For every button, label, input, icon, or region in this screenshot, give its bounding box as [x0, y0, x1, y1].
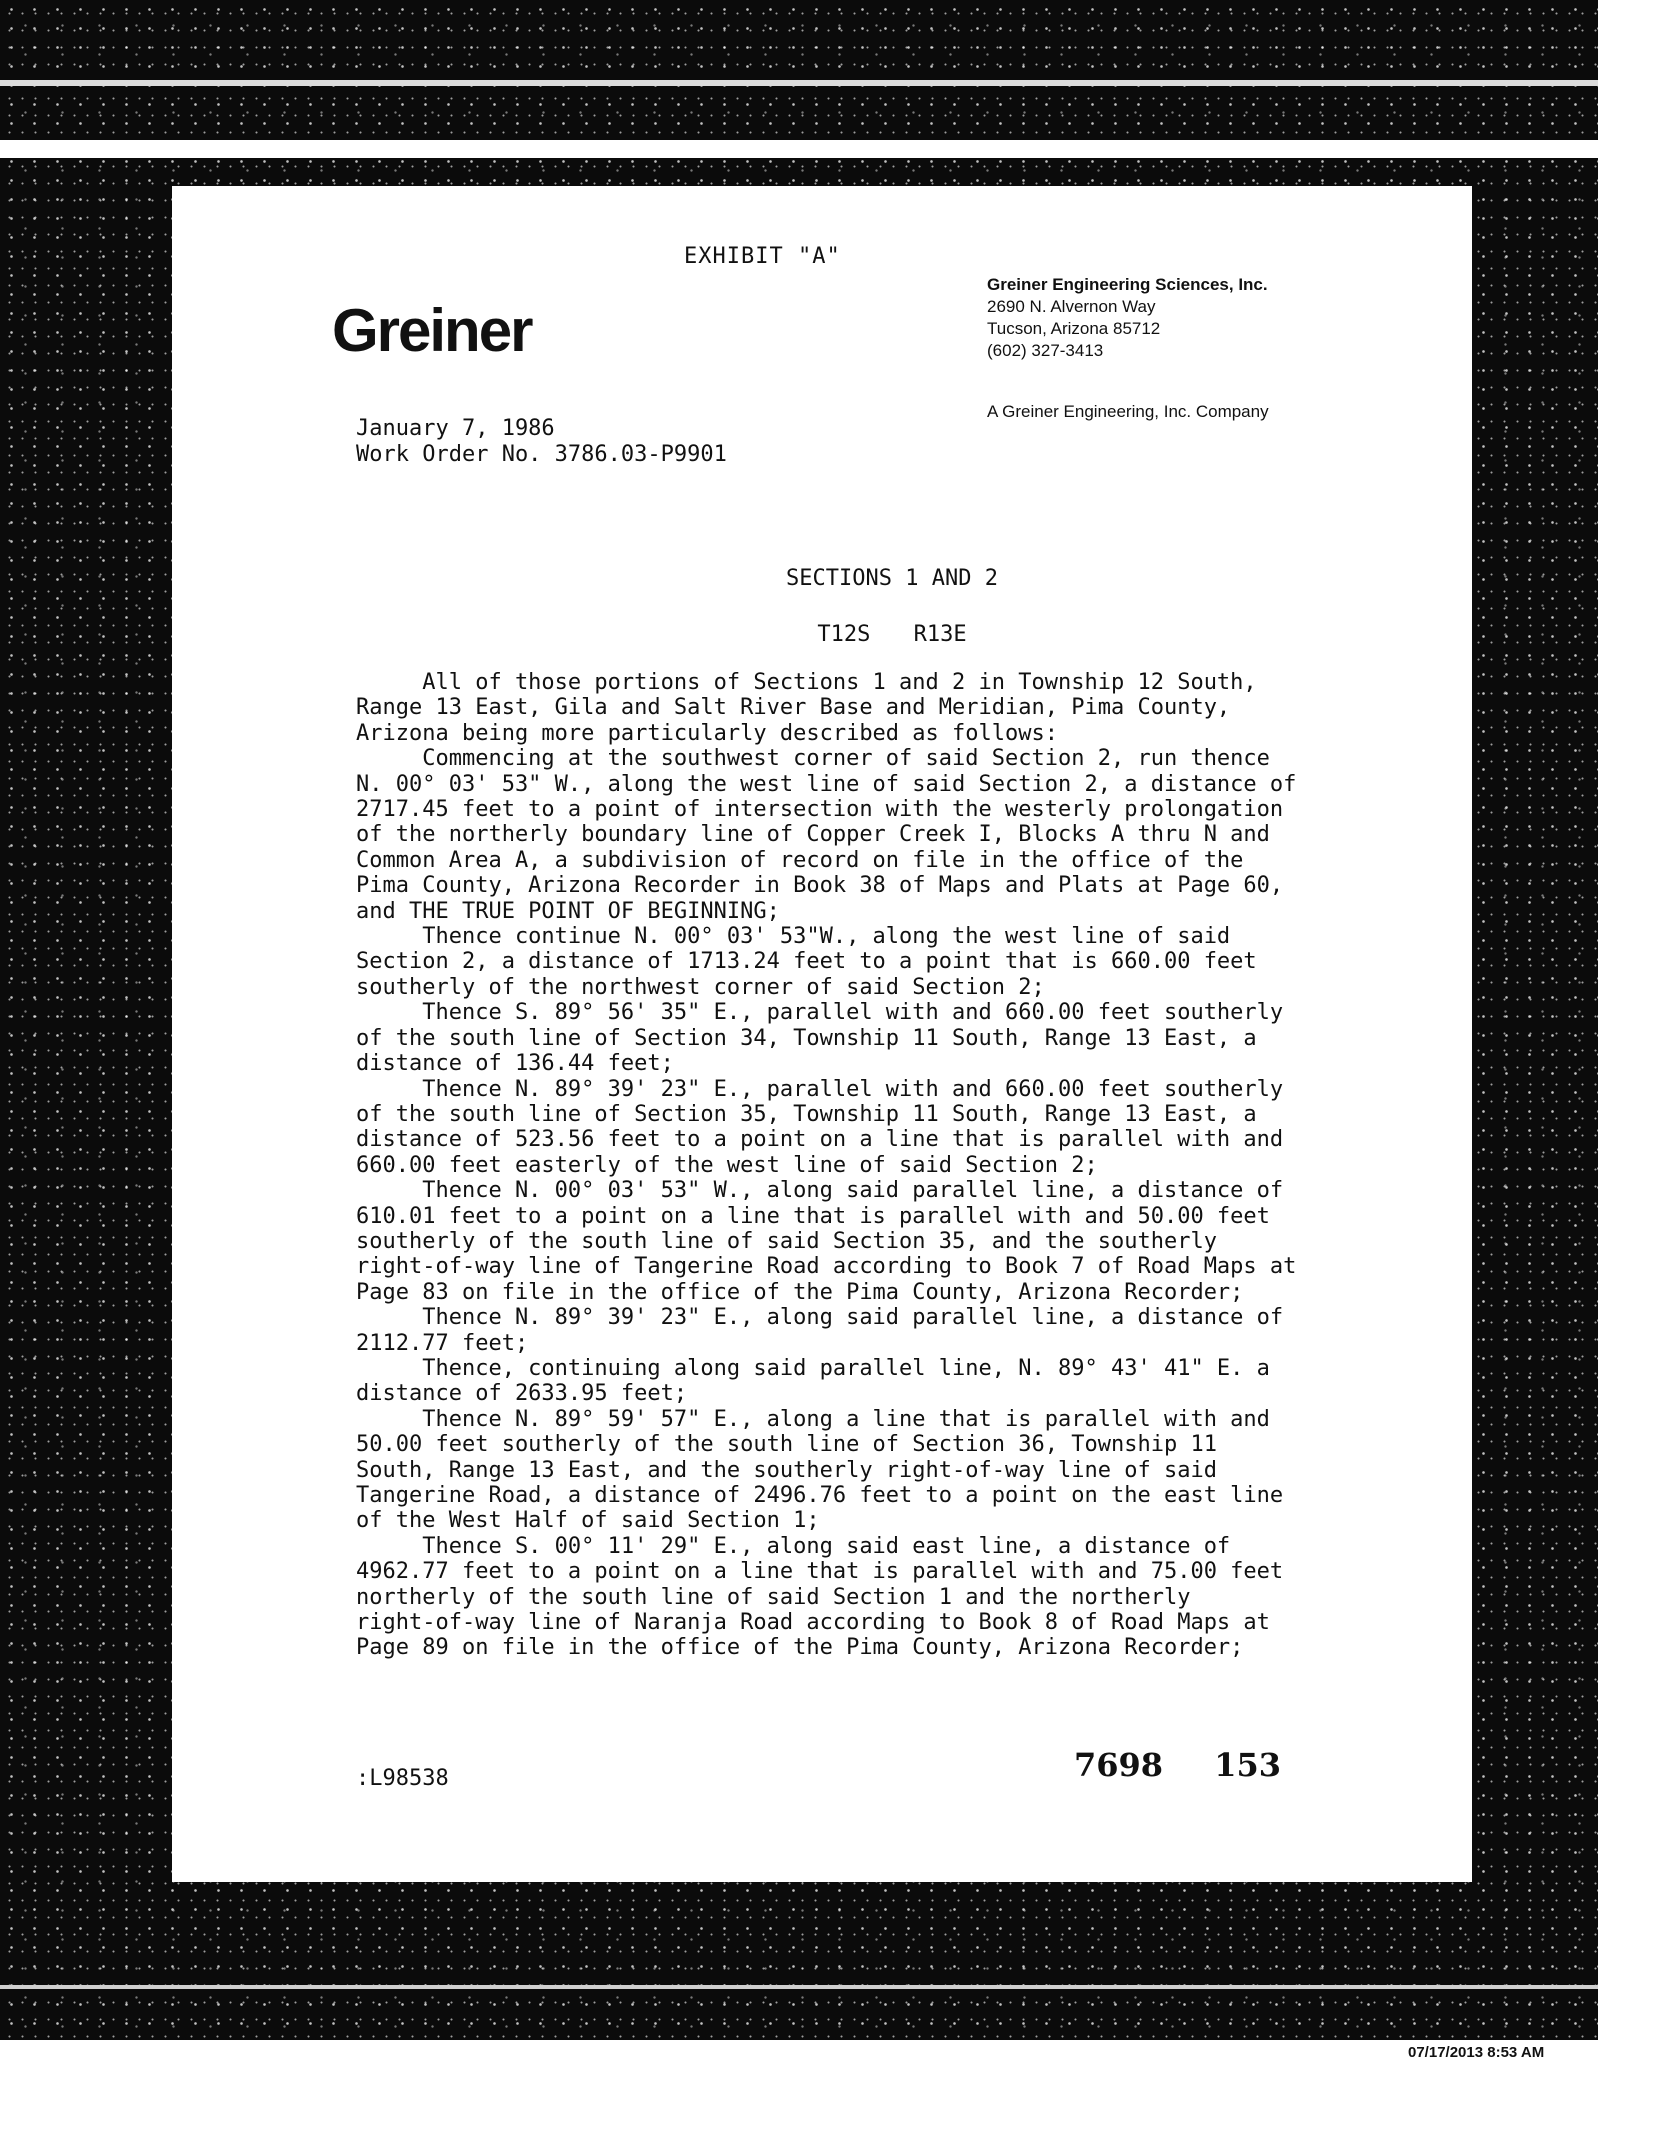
document-date: January 7, 1986 — [356, 416, 555, 441]
township-range-heading: T12S R13E — [817, 622, 967, 647]
company-name: Greiner Engineering Sciences, Inc. — [987, 275, 1268, 294]
scan-top-gap — [0, 140, 1598, 158]
company-address-line2: Tucson, Arizona 85712 — [987, 319, 1161, 338]
scan-bottom-band — [0, 1985, 1598, 1989]
exhibit-label: EXHIBIT "A" — [684, 244, 841, 269]
sections-heading: SECTIONS 1 AND 2 — [786, 566, 998, 591]
scan-top-band — [0, 80, 1598, 86]
document-page — [172, 186, 1472, 1882]
date-block — [356, 416, 727, 468]
work-order: Work Order No. 3786.03-P9901 — [356, 442, 727, 467]
file-code: :L98538 — [356, 1766, 449, 1791]
company-address-block — [987, 274, 1268, 362]
book-page-number: 7698 153 — [1074, 1746, 1281, 1784]
parent-company: A Greiner Engineering, Inc. Company — [987, 402, 1269, 421]
company-address-line1: 2690 N. Alvernon Way — [987, 297, 1156, 316]
legal-description-body: All of those portions of Sections 1 and 2 in Township 12 South, Range 13 East, Gila and Salt River Base and Meridian, Pima County, Arizona being more particularly described as follows: Commencing at the southwest corner of said Section 2, run thence N. 00° 03' 53" W., along the west line of said Section 2, a distance of 2717.45 feet to a point of intersection with the westerly prolongation of the northerly boundary line of Copper Creek I, Blocks A thru N and Common Area A, a subdivision of record on file in the office of the Pima County, Arizona Recorder in Book 38 of Maps and Plats at Page 60, and THE TRUE POINT OF BEGINNING; Thence continue N. 00° 03' 53"W., along the west line of said Section 2, a distance of 1713.24 feet to a point that is 660.00 feet southerly of the northwest corner of said Section 2; Thence S. 89° 56' 35" E., parallel with and 660.00 feet southerly of the south line of Section 34, Township 11 South, Range 13 East, a distance of 136.44 feet; Thence N. 89° 39' 23" E., parallel with and 660.00 feet southerly of the south line of Section 35, Township 11 South, Range 13 East, a distance of 523.56 feet to a point on a line that is parallel with and 660.00 feet easterly of the west line of said Section 2; Thence N. 00° 03' 53" W., along said parallel line, a distance of 610.01 feet to a point on a line that is parallel with and 50.00 feet southerly of the south line of said Section 35, and the southerly right-of-way line of Tangerine Road according to Book 7 of Road Maps at Page 83 on file in the office of the Pima County, Arizona Recorder; Thence N. 89° 39' 23" E., along said parallel line, a distance of 2112.77 feet; Thence, continuing along said parallel line, N. 89° 43' 41" E. a distance of 2633.95 feet; Thence N. 89° 59' 57" E., along a line that is parallel with and 50.00 feet southerly of the south line of Section 36, Township 11 South, Range 13 East, and the southerly right-of-way line of said Tangerine Road, a distance of 2496.76 feet to a point on the east line of the West Half of said Section 1; Thence S. 00° 11' 29" E., along said east line, a distance of 4962.77 feet to a point on a line that is parallel with and 75.00 feet northerly of the south line of said Section 1 and the northerly right-of-way line of Naranja Road according to Book 8 of Road Maps at Page 89 on file in the office of the Pima County, Arizona Recorder; — [356, 670, 1297, 1661]
company-phone: (602) 327-3413 — [987, 341, 1104, 360]
scan-timestamp: 07/17/2013 8:53 AM — [1408, 2044, 1545, 2061]
company-logo: Greiner — [332, 297, 532, 364]
